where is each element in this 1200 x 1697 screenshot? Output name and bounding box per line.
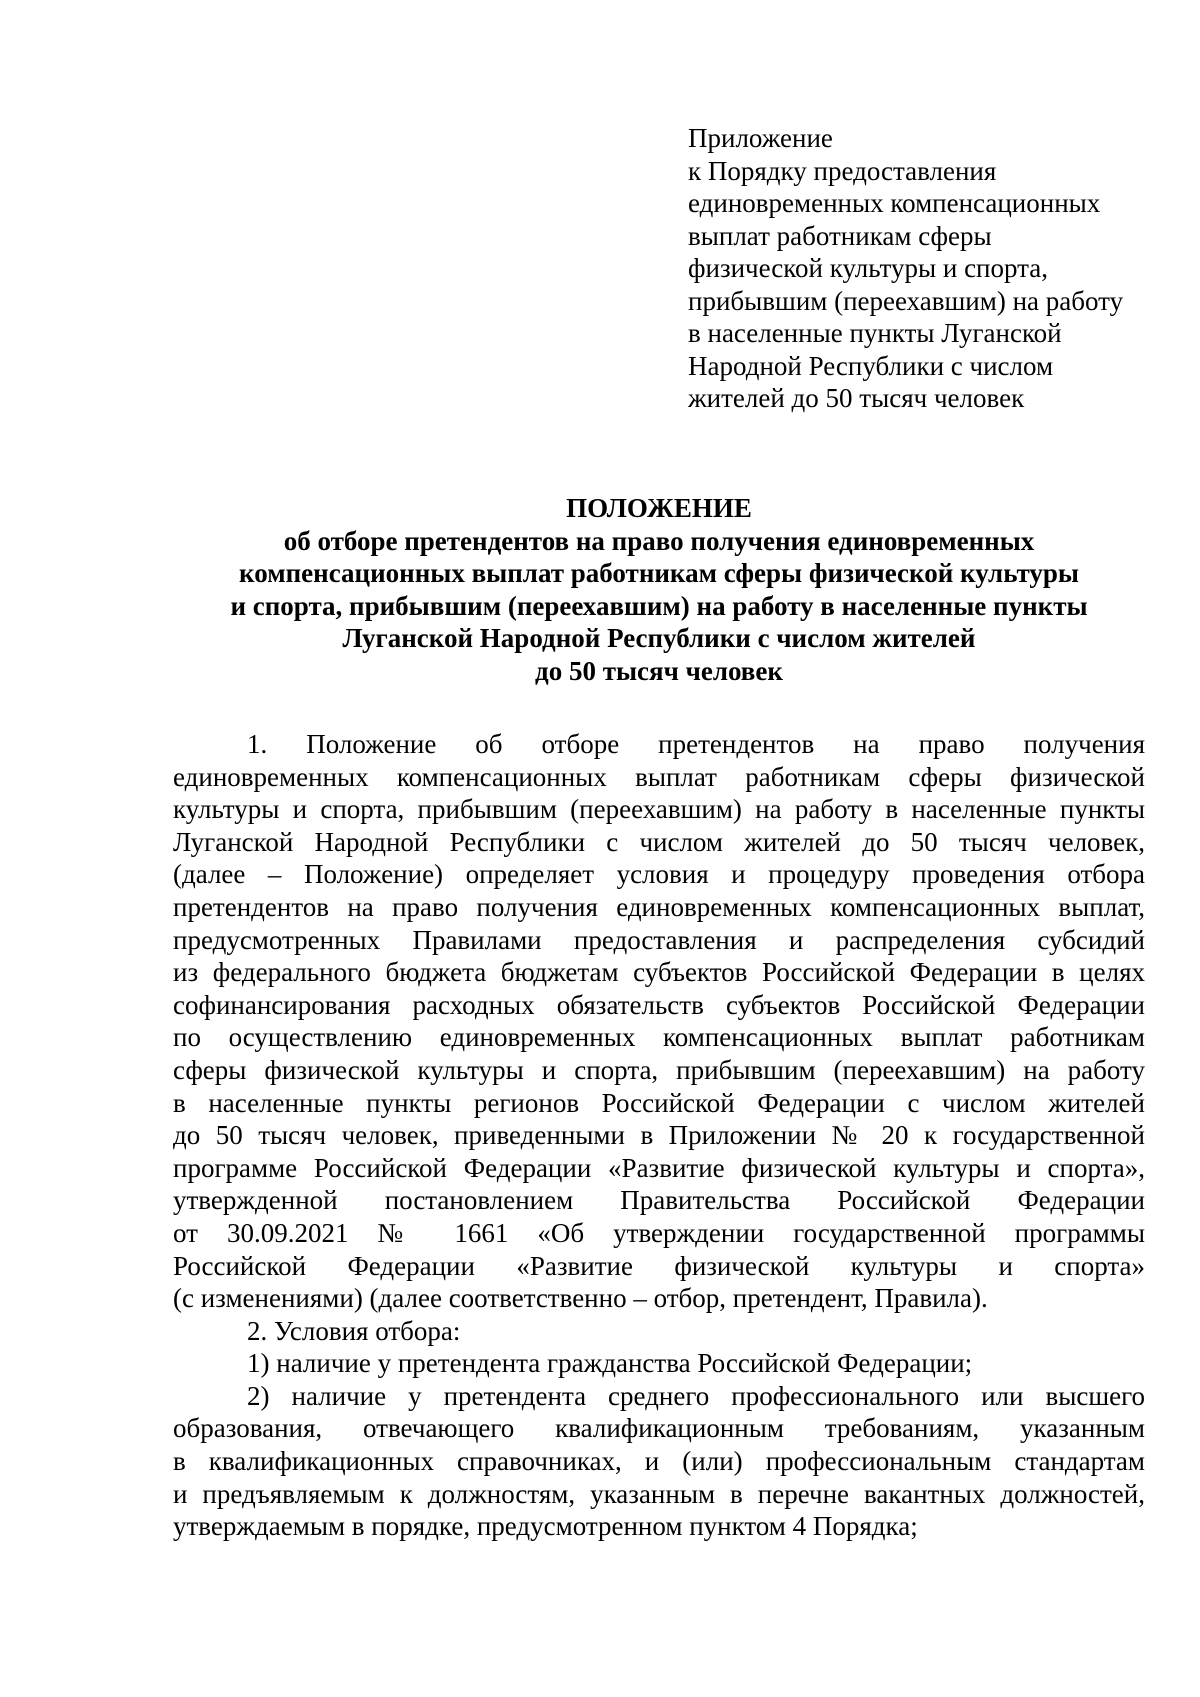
appendix-line: единовременных компенсационных [688,188,1101,218]
text-line: от 30.09.2021 № 1661 «Об утверждении государственной программы [173,1217,1145,1248]
text-line: Луганской Народной Республики с числом жителей до 50 тысяч человек, [173,826,1145,857]
text-line: (далее – Положение) определяет условия и процедуру проведения отбора [173,859,1145,890]
text-line: единовременных компенсационных выплат работникам сферы физической [173,761,1145,792]
text-line: претендентов на право получения единовременных компенсационных выплат, [173,891,1145,922]
text-line: 1) наличие у претендента гражданства Российской Федерации; [247,1348,973,1379]
text-line: в квалификационных справочниках, и (или) профессиональным стандартам [173,1446,1145,1477]
appendix-header [688,122,1168,415]
text-line: Российской Федерации «Развитие физической культуры и спорта» [173,1250,1145,1281]
paragraph-2 [173,1315,1145,1348]
title-line: компенсационных выплат работникам сферы физической культуры [239,558,1079,588]
title-line: Луганской Народной Республики с числом жителей [342,623,976,653]
appendix-line: Народной Республики с числом [688,350,1054,381]
text-line: по осуществлению единовременных компенсационных выплат работникам [173,1022,1145,1053]
paragraph-1 [173,728,1145,1315]
text-line: утвержденной постановлением Правительства Российской Федерации [173,1185,1145,1216]
appendix-line: прибывшим (переехавшим) на работу [688,285,1124,316]
appendix-line: к Порядку предоставления [688,155,997,186]
text-line: 2. Условия отбора: [247,1315,461,1346]
paragraph-3 [173,1347,1145,1380]
appendix-line: жителей до 50 тысяч человек [688,383,1025,413]
text-line: 2) наличие у претендента среднего профессионального или высшего [247,1380,1145,1411]
paragraph-4 [173,1380,1145,1543]
text-line: культуры и спорта, прибывшим (переехавшим) на работу в населенные пункты [173,794,1145,825]
text-line: (с изменениями) (далее соответственно – отбор, претендент, Правила). [173,1283,988,1314]
title-line: об отборе претендентов на право получения единовременных [283,525,1035,556]
title-heading: ПОЛОЖЕНИЕ [566,493,752,523]
appendix-line: выплат работникам сферы [688,220,992,251]
appendix-line: Приложение [688,123,833,153]
appendix-line: физической культуры и спорта, [688,253,1049,283]
title-line: и спорта, прибывшим (переехавшим) на работу в населенные пункты [230,590,1088,621]
document-body [173,728,1145,1543]
appendix-line: в населенные пункты Луганской [688,318,1062,348]
text-line: утверждаемым в порядке, предусмотренном пунктом 4 Порядка; [173,1511,918,1542]
text-line: предусмотренных Правилами предоставления и распределения субсидий [173,924,1145,955]
document-title [173,492,1145,687]
text-line: до 50 тысяч человек, приведенными в Приложении № 20 к государственной [173,1120,1145,1151]
text-line: из федерального бюджета бюджетам субъектов Российской Федерации в целях [173,957,1145,988]
text-line: сферы физической культуры и спорта, прибывшим (переехавшим) на работу [173,1054,1145,1085]
text-line: образования, отвечающего квалификационным требованиям, указанным [173,1413,1145,1444]
text-line: 1. Положение об отборе претендентов на право получения [247,729,1145,759]
text-line: программе Российской Федерации «Развитие физической культуры и спорта», [173,1152,1145,1183]
text-line: софинансирования расходных обязательств субъектов Российской Федерации [173,989,1145,1020]
text-line: в населенные пункты регионов Российской Федерации с числом жителей [173,1087,1145,1118]
title-line: до 50 тысяч человек [535,655,783,686]
text-line: и предъявляемым к должностям, указанным в перечне вакантных должностей, [173,1478,1145,1509]
